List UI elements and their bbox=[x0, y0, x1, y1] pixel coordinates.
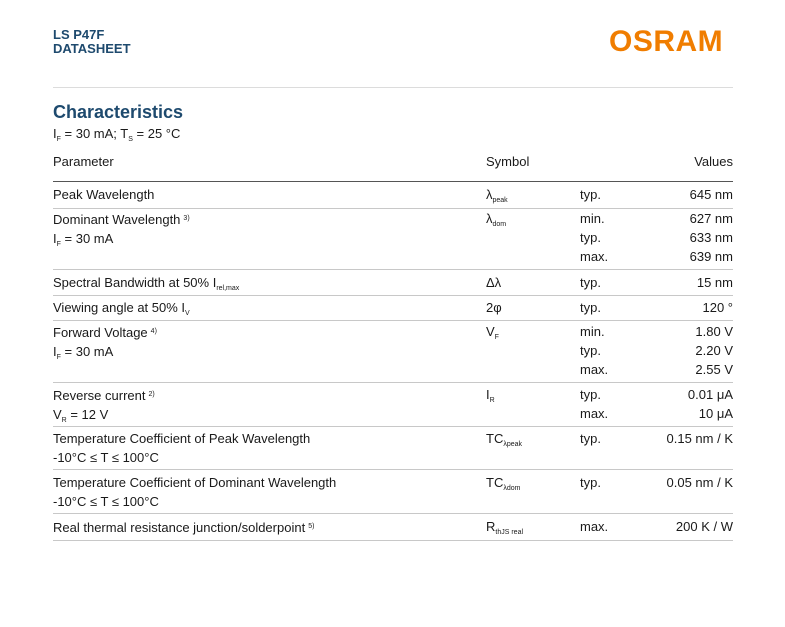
parameter-cell: Dominant Wavelength $^{3)}$ $I_F = 30$ mA bbox=[53, 212, 190, 248]
parameter-cell: Viewing angle at 50% $I_V$ bbox=[53, 300, 190, 317]
type-cell: typ. bbox=[580, 300, 601, 315]
symbol-cell: $TC_{\lambda dom}$ bbox=[486, 475, 521, 492]
row-divider bbox=[53, 269, 733, 270]
symbol-cell: 2φ bbox=[486, 300, 502, 315]
row-divider bbox=[53, 469, 733, 470]
test-conditions: $I_F = 30$ mA; $T_S = 25$ °C bbox=[53, 126, 181, 143]
parameter-cell: Forward Voltage $^{4)}$ $I_F = 30$ mA bbox=[53, 325, 157, 361]
parameter-cell: Temperature Coefficient of Dominant Wavelength -10°C ≤ T ≤ 100°C bbox=[53, 475, 337, 509]
symbol-cell: $R_{thJS real}$ bbox=[486, 519, 524, 536]
row-divider bbox=[53, 513, 733, 514]
value-cell: 1.80 V 2.20 V 2.55 V bbox=[695, 324, 733, 377]
value-cell: 15 nm bbox=[696, 275, 733, 290]
value-cell: 0.01 μA 10 μA bbox=[687, 387, 733, 421]
symbol-cell: $\lambda_{peak}$ bbox=[486, 187, 508, 204]
symbol-cell: $TC_{\lambda peak}$ bbox=[486, 431, 523, 448]
value-cell: 0.05 nm / K bbox=[666, 475, 733, 490]
value-cell: 200 K / W bbox=[675, 519, 733, 534]
value-cell: 0.15 nm / K bbox=[666, 431, 733, 446]
column-header-symbol: Symbol bbox=[486, 154, 530, 169]
document-type: DATASHEET bbox=[53, 41, 131, 56]
row-divider bbox=[53, 320, 733, 321]
type-cell: typ. max. bbox=[580, 387, 609, 421]
header-rule bbox=[53, 181, 733, 182]
symbol-cell: $V_F$ bbox=[486, 324, 499, 341]
row-divider bbox=[53, 382, 733, 383]
parameter-cell: Peak Wavelength bbox=[53, 187, 155, 202]
document-header bbox=[53, 28, 131, 56]
symbol-cell: $I_R$ bbox=[486, 387, 495, 404]
parameter-cell: Reverse current $^{2)}$ $V_R = 12$ V bbox=[53, 388, 155, 424]
type-cell: typ. bbox=[580, 475, 601, 490]
parameter-cell: Temperature Coefficient of Peak Wavelength -10°C ≤ T ≤ 100°C bbox=[53, 431, 311, 465]
value-cell: 627 nm 633 nm 639 nm bbox=[689, 211, 733, 264]
parameter-cell: Real thermal resistance junction/solderpoint $^{5)}$ bbox=[53, 520, 315, 535]
symbol-cell: $\lambda_{dom}$ bbox=[486, 211, 507, 228]
brand-logo: OSRAM bbox=[609, 25, 724, 58]
value-cell: 645 nm bbox=[689, 187, 733, 202]
symbol-cell: Δλ bbox=[486, 275, 502, 290]
row-divider bbox=[53, 295, 733, 296]
value-cell: 120 ° bbox=[702, 300, 733, 315]
product-name: LS P47F bbox=[53, 27, 105, 42]
column-header-values: Values bbox=[694, 154, 733, 169]
type-cell: typ. bbox=[580, 431, 601, 446]
header-divider bbox=[53, 87, 733, 88]
type-cell: min. typ. max. bbox=[580, 324, 609, 377]
column-header-parameter: Parameter bbox=[53, 154, 114, 169]
type-cell: typ. bbox=[580, 187, 601, 202]
type-cell: min. typ. max. bbox=[580, 211, 609, 264]
parameter-cell: Spectral Bandwidth at 50% $I_{rel,max}$ bbox=[53, 275, 240, 292]
row-divider bbox=[53, 426, 733, 427]
type-cell: typ. bbox=[580, 275, 601, 290]
type-cell: max. bbox=[580, 519, 609, 534]
section-title: Characteristics bbox=[53, 102, 184, 122]
row-divider bbox=[53, 540, 733, 541]
